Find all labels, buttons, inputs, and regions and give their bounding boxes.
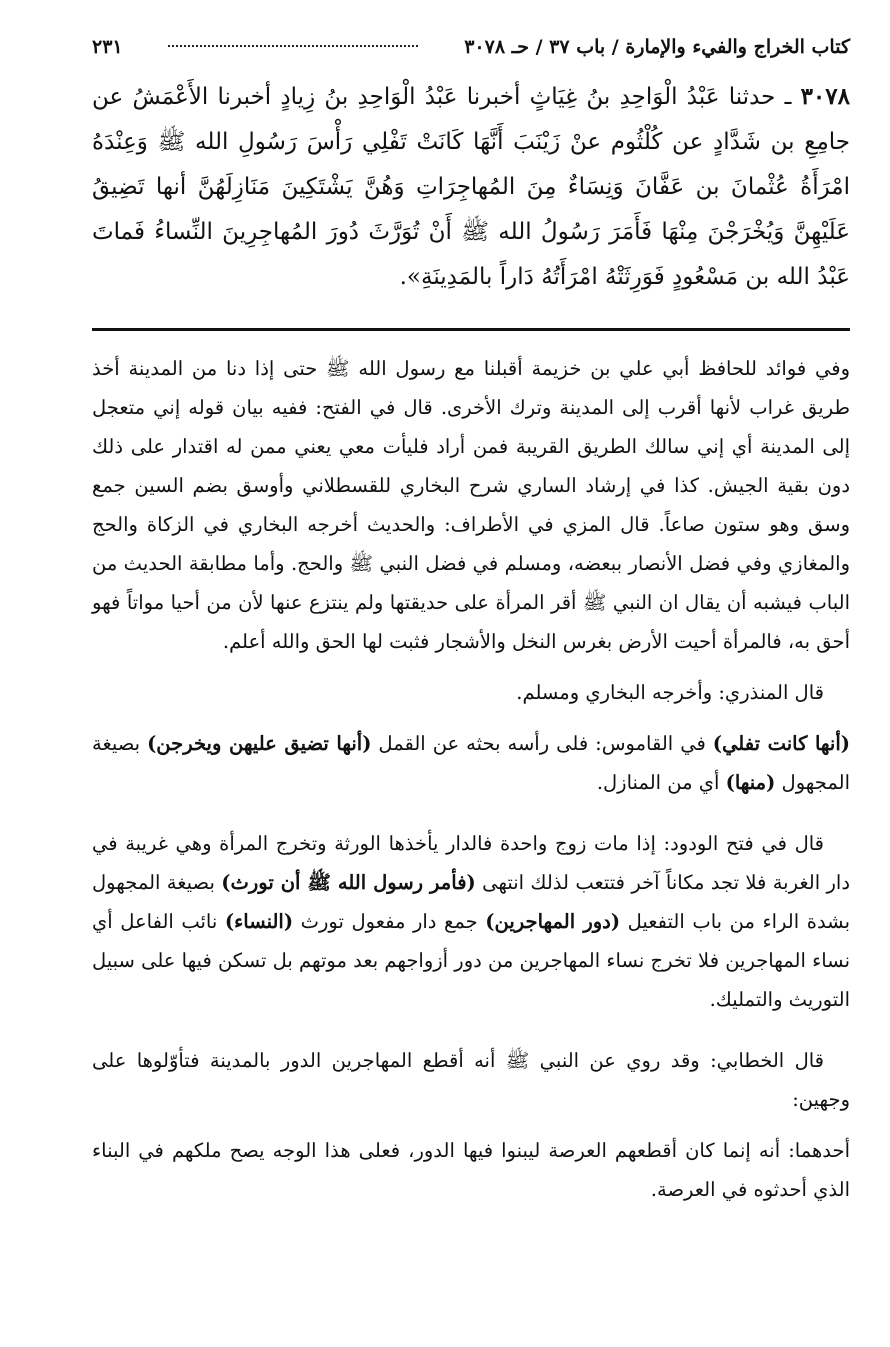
hadith-separator: ـ bbox=[775, 84, 801, 110]
commentary-paragraph-1: وفي فوائد للحافظ أبي علي بن خزيمة أقبلنا مع رسول الله ﷺ حتى إذا دنا من المدينة أخذ طريق غراب لأنها أقرب إلى المدينة وترك الأخرى. قال في الفتح: ففيه بيان قوله إني متعجل إلى المدينة أي إني سالك الطريق القريبة فمن أراد فليأت معي يعني ممن له اقتدار على ذلك دون بقية الجيش. كذا في إرشاد الساري شرح البخاري للقسطلاني وأوسق بضم السين جمع وسق وهو ستون صاعاً. قال المزي في الأطراف: والحديث أخرجه البخاري في الزكاة والحج والمغازي وفي فضل الأنصار ببعضه، ومسلم في فضل النبي ﷺ والحج. وأما مطابقة الحديث من الباب فيشبه أن يقال ان النبي ﷺ أقر المرأة على حديقتها ولم ينتزع عنها لأن من أحيا مواتاً فهو أحق به، فالمرأة أحيت الأرض بغرس النخل والأشجار فثبت لها الحق والله أعلم. bbox=[92, 357, 850, 653]
quoted-phrase: (النساء) bbox=[224, 910, 294, 933]
commentary-text: نائب الفاعل أي نساء المهاجرين فلا تخرج نساء المهاجرين من دور أزواجهم بعد موتهم بل تسكن فيها على سبيل التوريث والتمليك. bbox=[92, 910, 850, 1011]
commentary-text: بصيغة المجهول bbox=[92, 732, 850, 794]
commentary-text: قال في فتح الودود: إذا مات زوج واحدة فالدار يأخذها الورثة وتخرج المرأة وهي غريبة في دار الغربة فلا تجد مكاناً آخر فتتعب لذلك انتهى bbox=[92, 832, 851, 894]
commentary-text: في القاموس: فلى رأسه بحثه عن القمل bbox=[371, 732, 713, 755]
quoted-phrase: (أنها تضيق عليهن ويخرجن) bbox=[147, 732, 372, 755]
commentary bbox=[92, 349, 850, 1209]
quoted-phrase: (أنها كانت تفلي) bbox=[712, 732, 850, 755]
quoted-phrase: (دور المهاجرين) bbox=[485, 910, 621, 933]
commentary-paragraph-6-text: أحدهما: أنه إنما كان أقطعهم العرصة ليبنوا فيها الدور، فعلى هذا الوجه يصح ملكهم في البناء الذي أحدثوه في العرصة. bbox=[92, 1139, 850, 1201]
quoted-phrase: (فأمر رسول الله ﷺ أن تورث) bbox=[221, 871, 476, 894]
commentary-paragraph-6 bbox=[92, 1131, 850, 1209]
hadith-body: حدثنا عَبْدُ الْوَاحِدِ بنُ غِيَاثٍ أخبرنا عَبْدُ الْوَاحِدِ بنُ زِيادٍ أخبرنا الأَعْمَشُ عن جامِعِ بن شَدَّادٍ عن كُلْثُوم عنْ زَيْنَبَ أَنَّهَا كَانَتْ تَفْلِي رَأْسَ رَسُولِ الله ﷺ وَعِنْدَهُ امْرَأَةُ عُثْمانَ بن عَفَّانَ وَنِسَاءٌ مِنَ المُهاجِرَاتِ وَهُنَّ يَشْتَكِينَ مَنَازِلَهُنَّ أنها تَضِيقُ عَلَيْهِنَّ وَيُخْرَجْنَ مِنْهَا فَأَمَرَ رَسُولُ الله ﷺ أَنْ تُوَرَّثَ دُورَ المُهاجِرِينَ النِّساءُ فَماتَ عَبْدُ الله بن مَسْعُودٍ فَوَرِثَتْهُ امْرَأَتُهُ دَاراً بالمَدِينَةِ». bbox=[92, 84, 850, 290]
book-page bbox=[92, 36, 850, 1209]
commentary-text: بصيغة المجهول بشدة الراء من باب التفعيل bbox=[92, 871, 850, 933]
header-title: كتاب الخراج والفيء والإمارة / باب ٣٧ / حـ ٣٠٧٨ bbox=[464, 36, 850, 58]
commentary-paragraph-4 bbox=[92, 824, 850, 1019]
commentary-paragraph-2 bbox=[92, 673, 850, 712]
commentary-text: أي من المنازل. bbox=[596, 771, 726, 794]
commentary-text: جمع دار مفعول تورث bbox=[293, 910, 486, 933]
header-dot-leader bbox=[168, 45, 418, 47]
page-number: ٢٣١ bbox=[92, 36, 123, 58]
running-header bbox=[92, 36, 850, 72]
hadith-text bbox=[92, 74, 850, 300]
quoted-phrase: (منها) bbox=[725, 771, 776, 794]
footnote-divider bbox=[92, 328, 850, 331]
commentary-paragraph-3 bbox=[92, 724, 850, 802]
hadith-number: ٣٠٧٨ bbox=[800, 83, 850, 110]
commentary-paragraph-5 bbox=[92, 1041, 850, 1119]
commentary-paragraph-5-text: قال الخطابي: وقد روي عن النبي ﷺ أنه أقطع المهاجرين الدور بالمدينة فتأوّلوها على وجهين: bbox=[92, 1049, 850, 1111]
commentary-paragraph-2-text: قال المنذري: وأخرجه البخاري ومسلم. bbox=[516, 681, 824, 704]
